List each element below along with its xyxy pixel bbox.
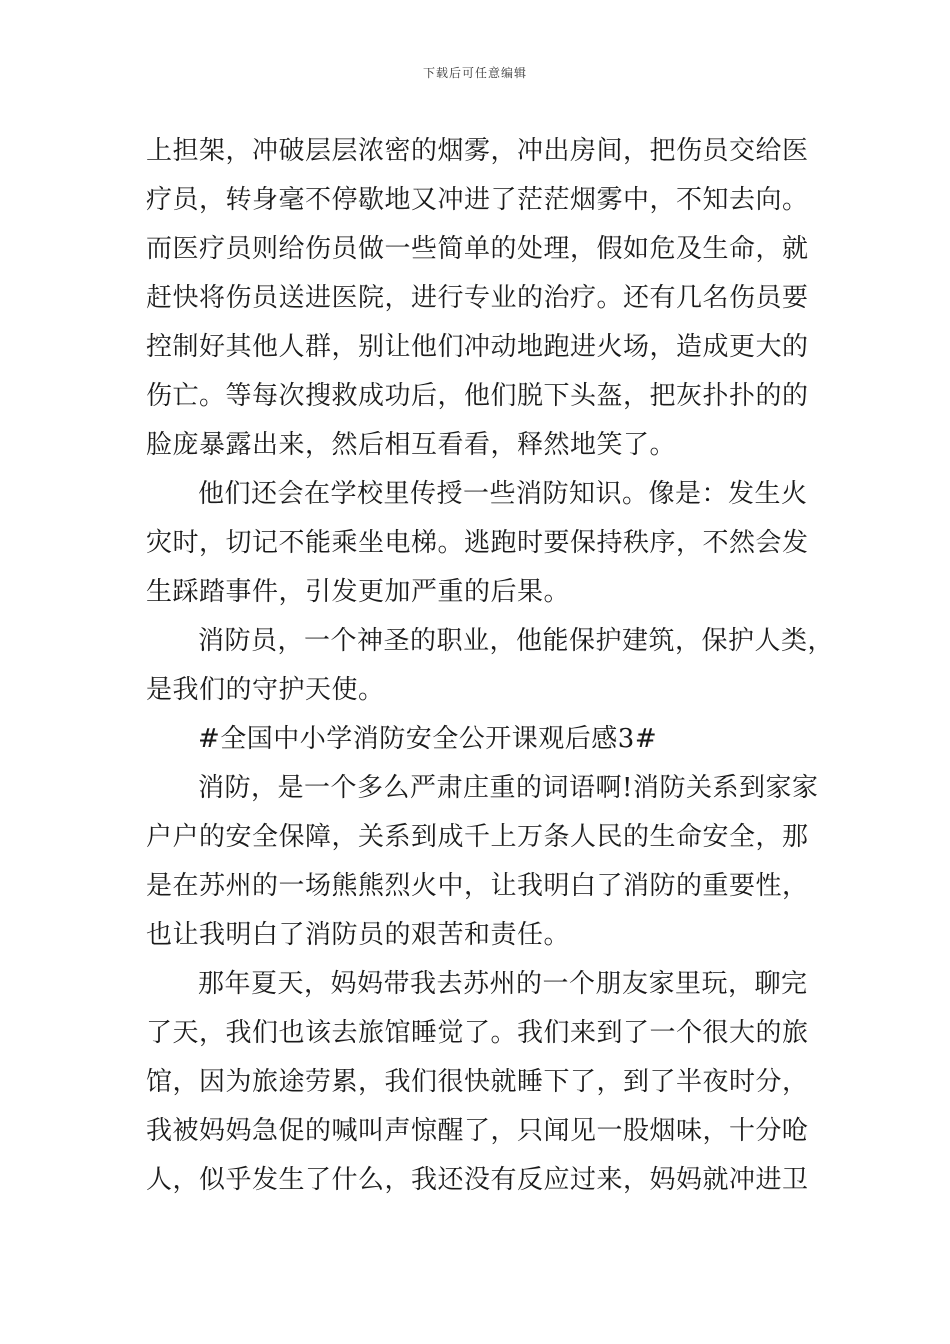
text-line: 疗员，转身毫不停歇地又冲进了茫茫烟雾中，不知去向。	[146, 185, 809, 215]
text-line: 控制好其他人群，别让他们冲动地跑进火场，造成更大的	[146, 332, 809, 362]
text-line: 上担架，冲破层层浓密的烟雾，冲出房间，把伤员交给医	[146, 136, 809, 166]
section-heading: #全国中小学消防安全公开课观后感3#	[198, 724, 658, 754]
text-line: 脸庞暴露出来，然后相互看看，释然地笑了。	[146, 430, 677, 460]
text-line: 馆，因为旅途劳累，我们很快就睡下了，到了半夜时分，	[146, 1067, 809, 1097]
text-line: 也让我明白了消防员的艰苦和责任。	[146, 920, 571, 950]
paragraph-first-line: 消防员，一个神圣的职业，他能保护建筑，保护人类，	[198, 626, 835, 656]
document-body	[146, 127, 835, 1205]
paragraph-first-line: 消防，是一个多么严肃庄重的词语啊!消防关系到家家	[198, 773, 819, 803]
text-line: 赶快将伤员送进医院，进行专业的治疗。还有几名伤员要	[146, 283, 809, 313]
text-line: 了天，我们也该去旅馆睡觉了。我们来到了一个很大的旅	[146, 1018, 809, 1048]
text-line: 生踩踏事件，引发更加严重的后果。	[146, 577, 571, 607]
text-line: 是在苏州的一场熊熊烈火中，让我明白了消防的重要性，	[146, 871, 809, 901]
text-line: 是我们的守护天使。	[146, 675, 385, 705]
paragraph-first-line: 他们还会在学校里传授一些消防知识。像是：发生火	[198, 479, 808, 509]
paragraph-first-line: 那年夏天，妈妈带我去苏州的一个朋友家里玩，聊完	[198, 969, 808, 999]
text-line: 伤亡。等每次搜救成功后，他们脱下头盔，把灰扑扑的的	[146, 381, 809, 411]
text-line: 我被妈妈急促的喊叫声惊醒了，只闻见一股烟味，十分呛	[146, 1116, 809, 1146]
text-line: 灾时，切记不能乘坐电梯。逃跑时要保持秩序，不然会发	[146, 528, 809, 558]
text-line: 人，似乎发生了什么，我还没有反应过来，妈妈就冲进卫	[146, 1165, 809, 1195]
text-line: 户户的安全保障，关系到成千上万条人民的生命安全，那	[146, 822, 809, 852]
text-line: 而医疗员则给伤员做一些简单的处理，假如危及生命，就	[146, 234, 809, 264]
page-header: 下载后可任意编辑	[422, 66, 527, 80]
